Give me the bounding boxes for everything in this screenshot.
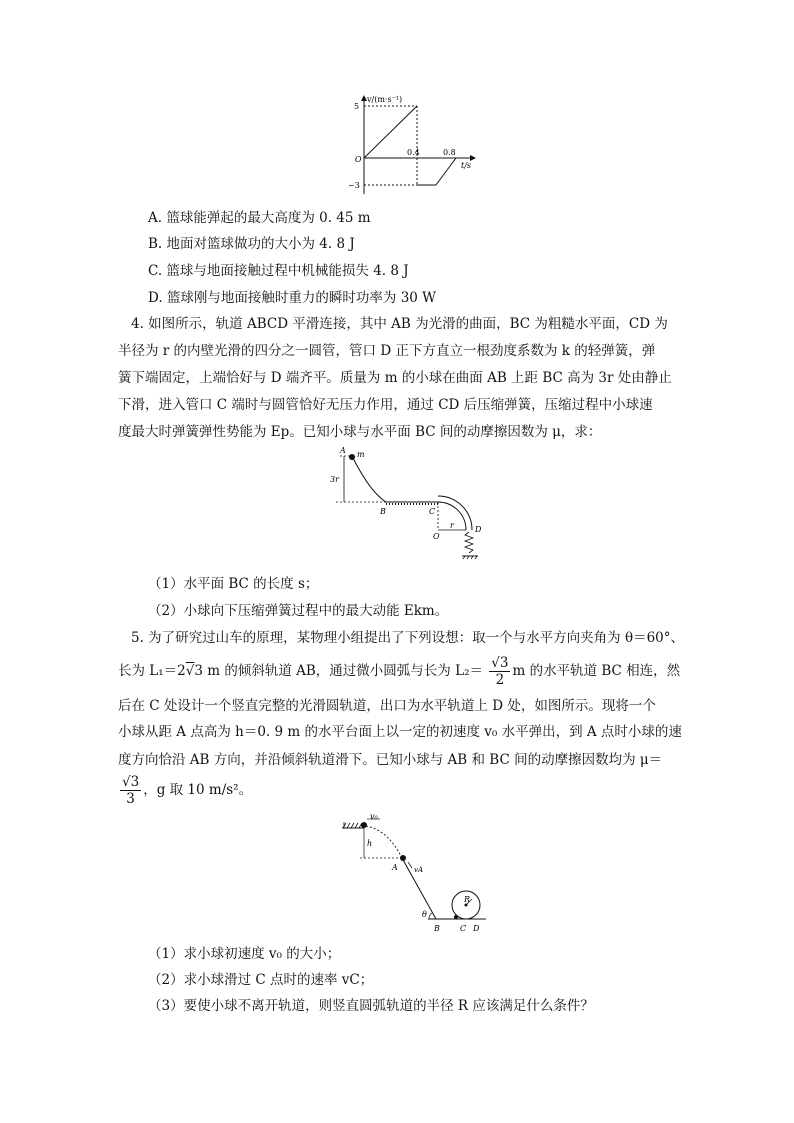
- label-h: h: [367, 839, 373, 848]
- fraction-sqrt3-over-3: [120, 774, 141, 807]
- label-r: r: [450, 521, 454, 530]
- q5-line-5: 度方向恰沿 AB 方向，并沿倾斜轨道滑下。已知小球与 AB 和 BC 间的动摩擦因数均为 μ＝: [118, 752, 663, 768]
- vt-graph: [340, 92, 480, 197]
- label-b: B: [434, 924, 440, 933]
- label-theta: θ: [422, 910, 427, 919]
- x-axis-label: t/s: [461, 161, 472, 170]
- label-a: A: [392, 863, 398, 872]
- label-r: R: [464, 895, 471, 904]
- label-m: m: [357, 450, 365, 459]
- option-d: D. 篮球刚与地面接触时重力的瞬时功率为 30 W: [148, 290, 437, 306]
- frac-den: 2: [495, 672, 505, 688]
- label-a: A: [340, 446, 346, 455]
- frac-num-2: √3: [122, 774, 140, 790]
- q4-line-4: 下滑，进入管口 C 端时与圆管恰好无压力作用，通过 CD 后压缩弹簧，压缩过程中小球速: [118, 397, 653, 413]
- label-v0: v₀: [370, 812, 378, 821]
- label-c: C: [460, 924, 467, 933]
- option-b: B. 地面对篮球做功的大小为 4. 8 J: [148, 236, 355, 252]
- frac-den-2: 3: [126, 791, 135, 807]
- label-va: vA: [414, 866, 424, 874]
- label-d: D: [475, 525, 482, 534]
- tick-neg3: −3: [348, 181, 360, 190]
- option-a: A. 篮球能弹起的最大高度为 0. 45 m: [148, 210, 371, 226]
- q5-line-2: 长为 L₁＝2√3 m 的倾斜轨道 AB，通过微小圆弧与长为 L₂＝ $\frac{√3}{2}$ m 的水平轨道 BC 相连，然: [118, 655, 681, 688]
- q5-sub-2: （2）求小球滑过 C 点时的速率 vC；: [148, 972, 374, 988]
- q5-sub-3: （3）要使小球不离开轨道，则竖直圆弧轨道的半径 R 应该满足什么条件？: [148, 998, 594, 1014]
- q4-line-5: 度最大时弹簧弹性势能为 Ep。已知小球与水平面 BC 间的动摩擦因数为 μ，求：: [118, 424, 602, 440]
- q5-line-2a: 长为 L₁＝2: [118, 663, 186, 679]
- q4-line-1: 4. 如图所示，轨道 ABCD 平滑连接，其中 AB 为光滑的曲面，BC 为粗糙水平面，CD 为: [131, 316, 668, 332]
- q5-line-4: 小球从距 A 点高为 h＝0. 9 m 的水平台面上以一定的初速度 v₀ 水平弹出，到 A 点时小球的速: [118, 724, 682, 740]
- q4-sub-2: （2）小球向下压缩弹簧过程中的最大动能 Ekm。: [148, 603, 449, 619]
- label-b: B: [380, 507, 386, 516]
- label-3r: 3r: [330, 475, 339, 484]
- tick-origin: O: [355, 155, 362, 164]
- option-c: C. 篮球与地面接触过程中机械能损失 4. 8 J: [148, 263, 409, 279]
- q5-line-2c: m 的水平轨道 BC 相连，然: [512, 663, 681, 679]
- q5-line-2b: 3 m 的倾斜轨道 AB，通过微小圆弧与长为 L₂＝: [194, 663, 483, 679]
- label-o: O: [433, 532, 440, 541]
- label-c: C: [429, 507, 436, 516]
- frac-num: √3: [491, 655, 509, 671]
- q4-line-2: 半径为 r 的内壁光滑的四分之一圆管，管口 D 正下方直立一根劲度系数为 k 的轻弹簧，弹: [118, 343, 656, 359]
- q5-line-3: 后在 C 处设计一个竖直完整的光滑圆轨道，出口为水平轨道上 D 处，如图所示。现将一个: [118, 698, 656, 714]
- q5-line-6-text: ，g 取 10 m/s²。: [143, 782, 253, 798]
- q4-line-3: 簧下端固定，上端恰好与 D 端齐平。质量为 m 的小球在曲面 AB 上距 BC 高为 3r 处由静止: [118, 370, 672, 386]
- q5-sub-1: （1）求小球初速度 v₀ 的大小；: [148, 946, 341, 962]
- tick-5: 5: [354, 102, 360, 111]
- track-diagram: [330, 444, 490, 562]
- q5-line-6: [118, 774, 252, 807]
- fraction-sqrt3-over-2: [489, 655, 510, 688]
- roller-coaster-diagram: [336, 812, 496, 938]
- label-d: D: [473, 924, 480, 933]
- q4-sub-1: （1）水平面 BC 的长度 s；: [148, 576, 319, 592]
- tick-0-8: 0.8: [443, 148, 456, 157]
- tick-0-4: 0.4: [407, 148, 420, 157]
- q5-line-1: 5. 为了研究过山车的原理，某物理小组提出了下列设想：取一个与水平方向夹角为 θ＝60°、: [131, 630, 685, 646]
- y-axis-label: v/(m·s⁻¹): [367, 95, 403, 104]
